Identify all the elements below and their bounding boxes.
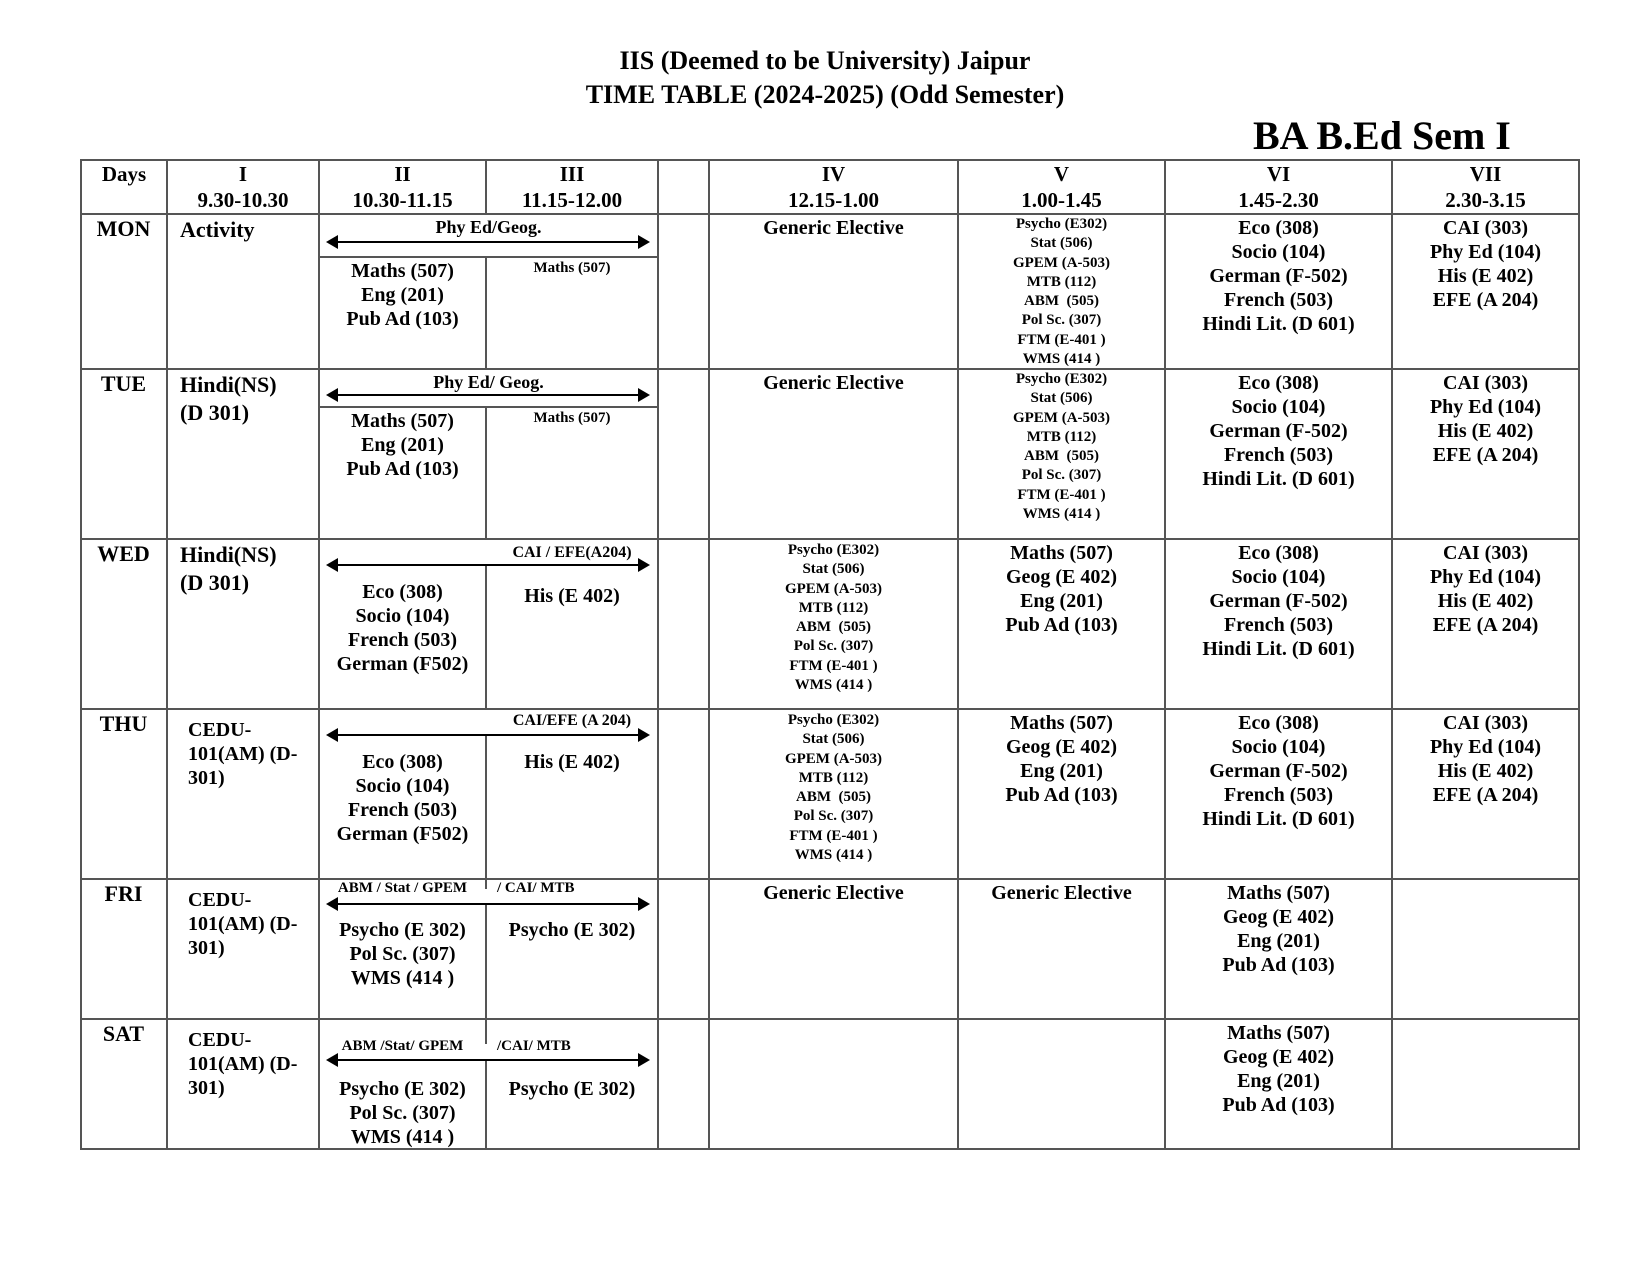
- thu-period-3: His (E 402): [524, 751, 620, 773]
- day-thu: THU: [99, 711, 148, 736]
- thu-span-label: CAI/EFE (A 204): [512, 712, 632, 729]
- sat-period-1: CEDU- 101(AM) (D- 301): [188, 1029, 298, 1099]
- fri-period-3: Psycho (E 302): [508, 919, 636, 941]
- wed-period-3: His (E 402): [524, 585, 620, 607]
- sat-period-2: Psycho (E 302) Pol Sc. (307) WMS (414 ): [339, 1078, 466, 1148]
- fri-period-4: Generic Elective: [763, 882, 904, 904]
- wed-span-arrow: [328, 564, 648, 566]
- university-title: IIS (Deemed to be University) Jaipur: [619, 46, 1031, 75]
- fri-period-6: Maths (507) Geog (E 402) Eng (201) Pub Ad (103): [1222, 882, 1335, 976]
- sat-span-label-left: ABM /Stat/ GPEM: [341, 1038, 464, 1054]
- tue-period-1: Hindi(NS) (D 301): [180, 372, 277, 425]
- fri-period-1: CEDU- 101(AM) (D- 301): [188, 889, 298, 959]
- sat-period-6: Maths (507) Geog (E 402) Eng (201) Pub Ad (103): [1222, 1022, 1335, 1116]
- mon-period-4: Generic Elective: [763, 217, 904, 239]
- thu-span-arrow: [328, 734, 648, 736]
- wed-period-4: Psycho (E302) Stat (506) GPEM (A-503) MTB (112) ABM (505) Pol Sc. (307) FTM (E-401 ) WMS (414 ): [784, 542, 883, 694]
- thu-period-4: Psycho (E302) Stat (506) GPEM (A-503) MTB (112) ABM (505) Pol Sc. (307) FTM (E-401 ) WMS (414 ): [784, 712, 883, 864]
- mon-span-arrow: [328, 241, 648, 243]
- header-period-4: IV 12.15-1.00: [788, 162, 879, 212]
- sat-span-label-right: /CAI/ MTB: [497, 1038, 571, 1054]
- thu-period-6: Eco (308) Socio (104) German (F-502) French (503) Hindi Lit. (D 601): [1202, 712, 1355, 830]
- mon-period-5: Psycho (E302) Stat (506) GPEM (A-503) MTB (112) ABM (505) Pol Sc. (307) FTM (E-401 ) WMS (414 ): [1012, 216, 1111, 368]
- header-period-2: II 10.30-11.15: [352, 162, 453, 212]
- sat-span-arrow: [328, 1059, 648, 1061]
- fri-span-arrow: [328, 903, 648, 905]
- header-period-6: VI 1.45-2.30: [1238, 162, 1319, 212]
- fri-period-5: Generic Elective: [991, 882, 1132, 904]
- day-tue: TUE: [100, 371, 147, 396]
- thu-period-2: Eco (308) Socio (104) French (503) German (F502): [336, 751, 469, 845]
- wed-period-6: Eco (308) Socio (104) German (F-502) French (503) Hindi Lit. (D 601): [1202, 542, 1355, 660]
- mon-period-3: Maths (507): [533, 260, 611, 276]
- wed-period-1: Hindi(NS) (D 301): [180, 542, 277, 595]
- thu-period-7: CAI (303) Phy Ed (104) His (E 402) EFE (A 204): [1429, 712, 1542, 806]
- tue-period-4: Generic Elective: [763, 372, 904, 394]
- day-wed: WED: [97, 541, 150, 566]
- thu-period-1: CEDU- 101(AM) (D- 301): [188, 719, 298, 789]
- header-period-5: V 1.00-1.45: [1021, 162, 1102, 212]
- day-sat: SAT: [102, 1021, 145, 1046]
- tue-span-label: Phy Ed/ Geog.: [433, 372, 544, 392]
- mon-span-label: Phy Ed/Geog.: [435, 217, 542, 237]
- mon-period-6: Eco (308) Socio (104) German (F-502) French (503) Hindi Lit. (D 601): [1202, 217, 1355, 335]
- mon-period-1: Activity: [180, 217, 255, 242]
- fri-period-2: Psycho (E 302) Pol Sc. (307) WMS (414 ): [339, 919, 466, 989]
- header-days: Days: [101, 162, 147, 186]
- day-mon: MON: [96, 216, 151, 241]
- tue-period-7: CAI (303) Phy Ed (104) His (E 402) EFE (A 204): [1429, 372, 1542, 466]
- sat-period-3: Psycho (E 302): [508, 1078, 636, 1100]
- header-period-3: III 11.15-12.00: [521, 162, 623, 212]
- wed-period-2: Eco (308) Socio (104) French (503) German (F502): [336, 581, 469, 675]
- tue-period-6: Eco (308) Socio (104) German (F-502) French (503) Hindi Lit. (D 601): [1202, 372, 1355, 490]
- wed-span-label: CAI / EFE(A204): [512, 544, 632, 561]
- wed-period-5: Maths (507) Geog (E 402) Eng (201) Pub Ad (103): [1005, 542, 1118, 636]
- tue-period-3: Maths (507): [533, 410, 611, 426]
- header-period-7: VII 2.30-3.15: [1445, 162, 1526, 212]
- mon-period-2: Maths (507) Eng (201) Pub Ad (103): [346, 260, 459, 330]
- class-label: BA B.Ed Sem I: [1253, 113, 1511, 158]
- fri-span-label-right: / CAI/ MTB: [497, 880, 575, 896]
- day-fri: FRI: [104, 881, 143, 906]
- timetable-title: TIME TABLE (2024-2025) (Odd Semester): [585, 80, 1065, 109]
- header-period-1: I 9.30-10.30: [197, 162, 289, 212]
- wed-period-7: CAI (303) Phy Ed (104) His (E 402) EFE (A 204): [1429, 542, 1542, 636]
- tue-span-arrow: [328, 394, 648, 396]
- tue-period-5: Psycho (E302) Stat (506) GPEM (A-503) MTB (112) ABM (505) Pol Sc. (307) FTM (E-401 ) WMS (414 ): [1012, 371, 1111, 523]
- tue-period-2: Maths (507) Eng (201) Pub Ad (103): [346, 410, 459, 480]
- thu-period-5: Maths (507) Geog (E 402) Eng (201) Pub Ad (103): [1005, 712, 1118, 806]
- mon-period-7: CAI (303) Phy Ed (104) His (E 402) EFE (A 204): [1429, 217, 1542, 311]
- fri-span-label-left: ABM / Stat / GPEM: [337, 880, 468, 896]
